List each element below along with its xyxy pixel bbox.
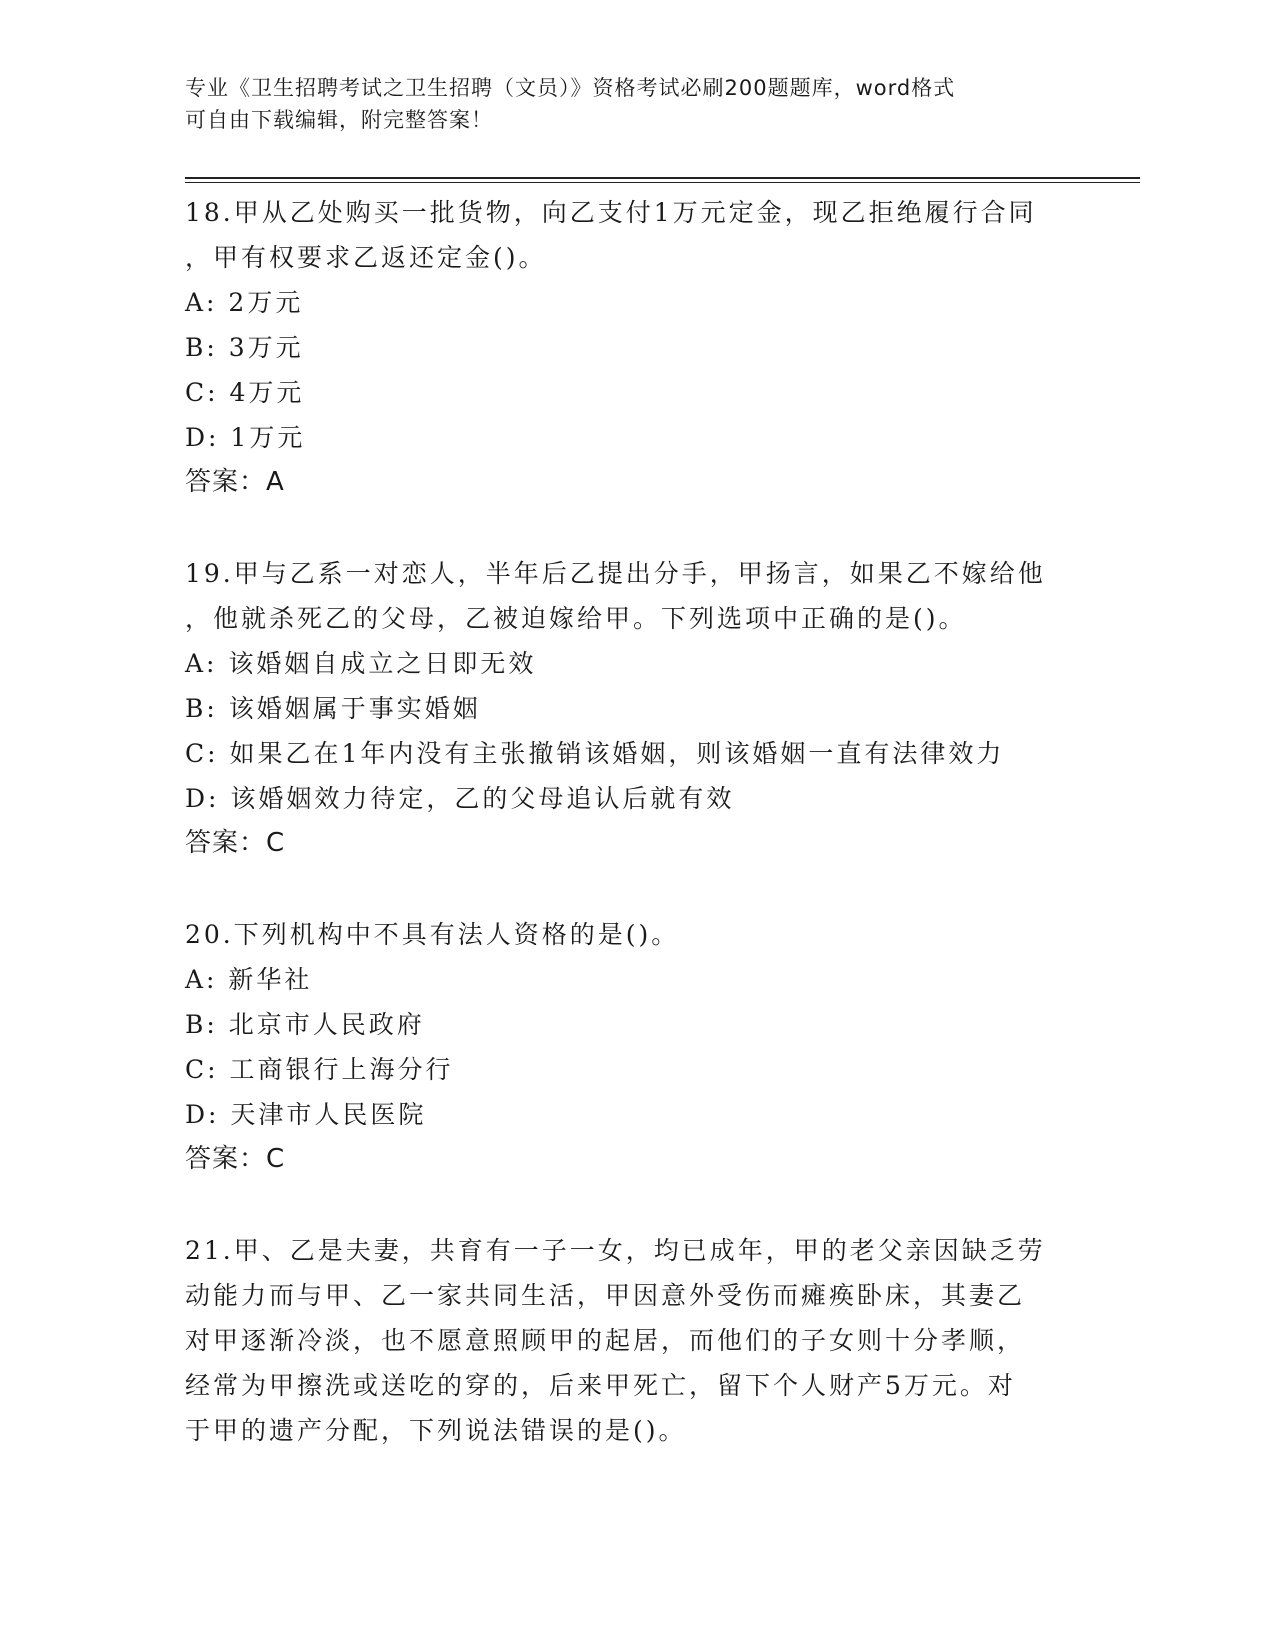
answer-line: 答案：C	[185, 1144, 286, 1174]
option-b: B: 3万元	[185, 333, 304, 362]
question-block	[185, 551, 1085, 866]
option-a: A: 2万元	[185, 288, 304, 317]
page-header	[185, 72, 1085, 136]
header-divider-thick	[185, 177, 1140, 179]
question-stem-line: ，甲有权要求乙返还定金()。	[185, 243, 547, 272]
question-stem-line: 经常为甲擦洗或送吃的穿的，后来甲死亡，留下个人财产5万元。对	[185, 1371, 1016, 1400]
question-spacer	[185, 866, 1085, 912]
question-stem-line: ，他就杀死乙的父母，乙被迫嫁给甲。下列选项中正确的是()。	[185, 604, 967, 633]
question-block	[185, 1228, 1085, 1453]
option-d: D: 1万元	[185, 423, 306, 452]
question-stem-line: 19.甲与乙系一对恋人，半年后乙提出分手，甲扬言，如果乙不嫁给他	[185, 559, 1046, 588]
header-line: 专业《卫生招聘考试之卫生招聘（文员）》资格考试必刷200题题库，word格式	[185, 76, 956, 100]
question-block	[185, 912, 1085, 1182]
question-list	[185, 190, 1085, 1453]
answer-line: 答案：A	[185, 467, 285, 497]
option-c: C: 工商银行上海分行	[185, 1055, 454, 1084]
question-spacer	[185, 1182, 1085, 1228]
answer-line: 答案：C	[185, 828, 286, 858]
option-a: A: 该婚姻自成立之日即无效	[185, 649, 537, 678]
question-stem-line: 于甲的遗产分配，下列说法错误的是()。	[185, 1416, 687, 1445]
question-stem-line: 18.甲从乙处购买一批货物，向乙支付1万元定金，现乙拒绝履行合同	[185, 198, 1037, 227]
question-block	[185, 190, 1085, 505]
question-spacer	[185, 505, 1085, 551]
question-stem-line: 20.下列机构中不具有法人资格的是()。	[185, 920, 680, 949]
header-divider-thin	[185, 182, 1140, 183]
option-c: C: 如果乙在1年内没有主张撤销该婚姻，则该婚姻一直有法律效力	[185, 739, 1005, 768]
option-d: D: 该婚姻效力待定，乙的父母追认后就有效	[185, 784, 735, 813]
question-stem-line: 动能力而与甲、乙一家共同生活，甲因意外受伤而瘫痪卧床，其妻乙	[185, 1281, 1026, 1310]
option-d: D: 天津市人民医院	[185, 1100, 427, 1129]
option-a: A: 新华社	[185, 965, 313, 994]
option-c: C: 4万元	[185, 378, 305, 407]
question-stem-line: 21.甲、乙是夫妻，共育有一子一女，均已成年，甲的老父亲因缺乏劳	[185, 1236, 1046, 1265]
option-b: B: 北京市人民政府	[185, 1010, 425, 1039]
option-b: B: 该婚姻属于事实婚姻	[185, 694, 481, 723]
header-line: 可自由下载编辑，附完整答案！	[185, 108, 493, 132]
question-stem-line: 对甲逐渐冷淡，也不愿意照顾甲的起居，而他们的子女则十分孝顺，	[185, 1326, 1026, 1355]
